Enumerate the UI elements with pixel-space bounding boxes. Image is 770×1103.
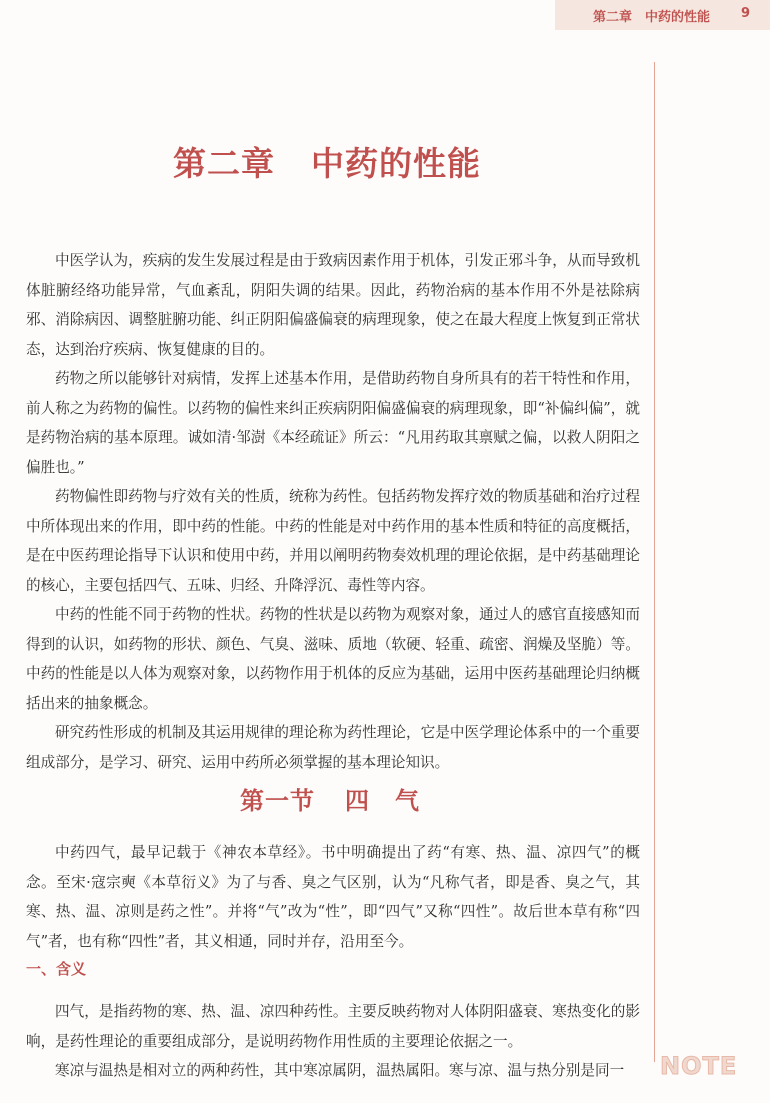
section-title-text: 四 气: [345, 786, 420, 815]
note-label: NOTE: [660, 1052, 738, 1080]
paragraph: 中药的性能不同于药物的性状。药物的性状是以药物为观察对象，通过人的感官直接感知而得到的认识，如药物的形状、颜色、气臭、滋味、质地（软硬、轻重、疏密、润燥及坚脆）等。中药的性能是以人体为观察对象，以药物作用于机体的反应为基础，运用中医药基础理论归纳概括出来的抽象概念。: [26, 606, 640, 712]
paragraph: 研究药性形成的机制及其运用规律的理论称为药性理论，它是中医学理论体系中的一个重要组成部分，是学习、研究、运用中药所必须掌握的基本理论知识。: [26, 724, 640, 771]
section-text: [26, 838, 640, 956]
paragraph: 药物偏性即药物与疗效有关的性质，统称为药性。包括药物发挥疗效的物质基础和治疗过程中所体现出来的作用，即中药的性能。中药的性能是对中药作用的基本性质和特征的高度概括，是在中医药理论指导下认识和使用中药，并用以阐明药物奏效机理的理论依据，是中药基础理论的核心，主要包括四气、五味、归经、升降浮沉、毒性等内容。: [26, 488, 640, 594]
paragraph: 药物之所以能够针对病情，发挥上述基本作用，是借助药物自身所具有的若干特性和作用，前人称之为药物的偏性。以药物的偏性来纠正疾病阴阳偏盛偏衰的病理现象，即“补偏纠偏”，就是药物治病的基本原理。诚如清·邹澍《本经疏证》所云：“凡用药取其禀赋之偏，以救人阴阳之偏胜也。”: [26, 370, 640, 476]
running-header-title: 第二章 中药的性能: [593, 10, 711, 25]
section-title: [0, 781, 660, 816]
chapter-label: 第二章: [173, 144, 275, 183]
chapter-title-text: 中药的性能: [311, 144, 481, 183]
paragraph: 中医学认为，疾病的发生发展过程是由于致病因素作用于机体，引发正邪斗争，从而导致机体脏腑经络功能异常，气血紊乱，阴阳失调的结果。因此，药物治病的基本作用不外是祛除病邪、消除病因、调整脏腑功能、纠正阴阳偏盛偏衰的病理现象，使之在最大程度上恢复到正常状态，达到治疗疾病、恢复健康的目的。: [26, 252, 640, 358]
subsection-text: [26, 997, 640, 1086]
chapter-title: [0, 138, 654, 185]
intro-text: [26, 246, 640, 777]
paragraph: 四气，是指药物的寒、热、温、凉四种药性。主要反映药物对人体阴阳盛衰、寒热变化的影响，是药性理论的重要组成部分，是说明药物作用性质的主要理论依据之一。: [26, 1003, 640, 1050]
section-label: 第一节: [240, 786, 315, 815]
paragraph: 中药四气，最早记载于《神农本草经》。书中明确提出了药“有寒、热、温、凉四气”的概念。至宋·寇宗奭《本草衍义》为了与香、臭之气区别，认为“凡称气者，即是香、臭之气，其寒、热、温、凉则是药之性”。并将“气”改为“性”，即“四气”又称“四性”。故后世本草有称“四气”者，也有称“四性”者，其义相通，同时并存，沿用至今。: [26, 844, 640, 950]
paragraph: 寒凉与温热是相对立的两种药性，其中寒凉属阴，温热属阳。寒与凉、温与热分别是同一: [55, 1062, 625, 1079]
running-header: [555, 0, 770, 30]
page-number: 9: [740, 6, 750, 21]
subsection-heading: 一、含义: [26, 960, 87, 978]
margin-rule: [654, 62, 655, 1062]
